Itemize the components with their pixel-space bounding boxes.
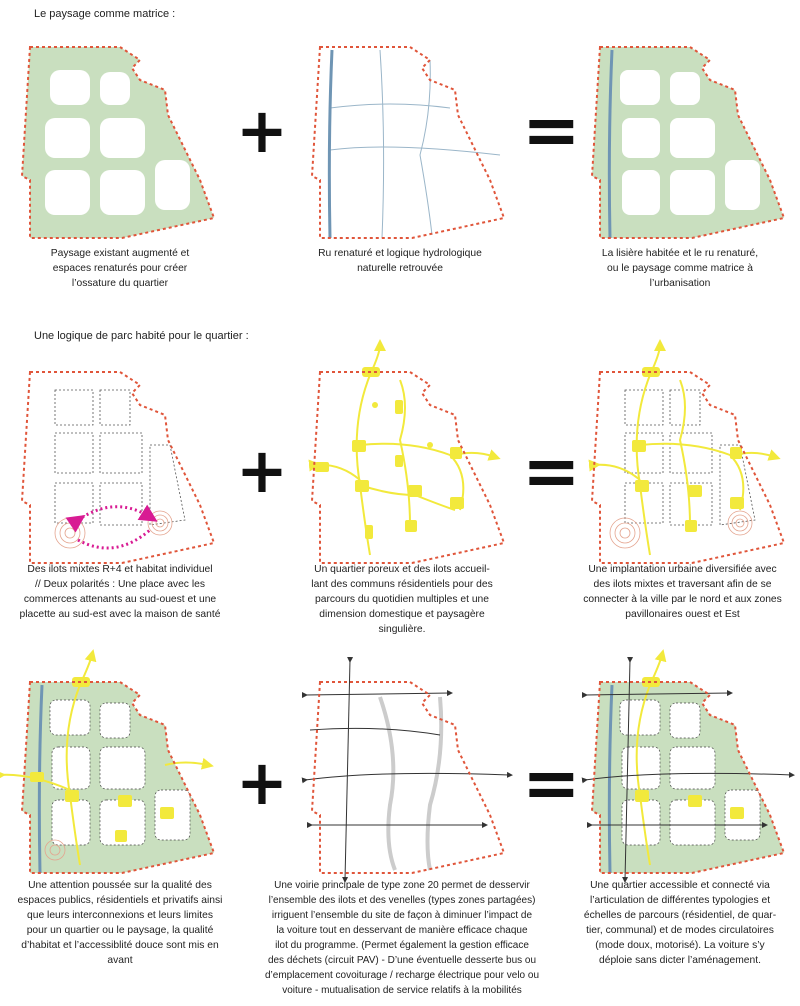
caption-mixed-islands: Des ilots mixtes R+4 et habitat individuel // Deux polarités : Une place avec les commerces attenants au sud-ouest et une placette au sud-est avec la maison de santé (19, 564, 221, 620)
caption-public-spaces: Une attention poussée sur la qualité des espaces publics, résidentiels et privatifs ainsi que leurs interconnexions et leurs limites pour un quartier ou le paysage, la qualité d’habitat et l’accessiblité douce sont mis en avant (17, 880, 223, 966)
caption-landscape-matrix: La lisière habitée et le ru renaturé, ou le paysage comme matrice à l’urbanisation (601, 248, 759, 289)
caption-landscape-existing: Paysage existant augmenté et espaces renaturés pour créer l’ossature du quartier (50, 248, 190, 289)
diagram-porous-paths (290, 345, 520, 575)
diagram-accessible-neighbourhood (570, 655, 800, 885)
plus-operator: + (236, 746, 288, 819)
diagram-landscape-matrix (570, 20, 800, 250)
caption-road-network: Une voirie principale de type zone 20 permet de desservir l’ensemble des ilots et des venelles (types zones partagées) irriguent l’ensemble du site de façon à diminuer l’impact de la voiture tout en desservant de manière efficace chaque ilot du programme. (Permet également la gestion efficace des déchets (circuit PAV) - D’une éventuelle desserte bus ou d’emplacement covoiturage / recharge électrique pour velo ou voiture - mutualisation de service relatifs à la mobilités (264, 880, 540, 996)
diagram-public-spaces (0, 655, 230, 885)
caption-hydrology: Ru renaturé et logique hydrologique naturelle retrouvée (318, 248, 482, 274)
diagram-urban-implantation (570, 345, 800, 575)
diagram-mixed-islands (0, 345, 230, 575)
caption-porous-paths: Un quartier poreux et des ilots accueil- lant des communs résidentiels pour des parcours du quotidien multiples et une dimension domestique et paysagère singulière. (311, 564, 493, 635)
section-title-landscape: Le paysage comme matrice : (34, 8, 176, 20)
equals-operator: = (522, 742, 581, 824)
plus-operator: + (236, 94, 288, 167)
plus-operator: + (236, 434, 288, 507)
diagram-road-network (290, 655, 520, 885)
section-title-park: Une logique de parc habité pour le quartier : (34, 330, 249, 342)
diagram-hydrology (290, 20, 520, 250)
caption-urban-implantation: Une implantation urbaine diversifiée avec des ilots mixtes et traversant afin de se connecter à la ville par le nord et aux zones pavillonaires ouest et Est (583, 564, 782, 620)
diagram-landscape-existing (0, 20, 230, 250)
caption-accessible-neighbourhood: Une quartier accessible et connecté via l’articulation de différentes typologies et échelles de parcours (résidentiel, de quar- tier, communal) et de modes circulatoires (mode doux, motorisé). La voiture s’y déploie sans dicter l’aménagement. (583, 880, 777, 966)
equals-operator: = (522, 89, 581, 171)
equals-operator: = (522, 430, 581, 512)
